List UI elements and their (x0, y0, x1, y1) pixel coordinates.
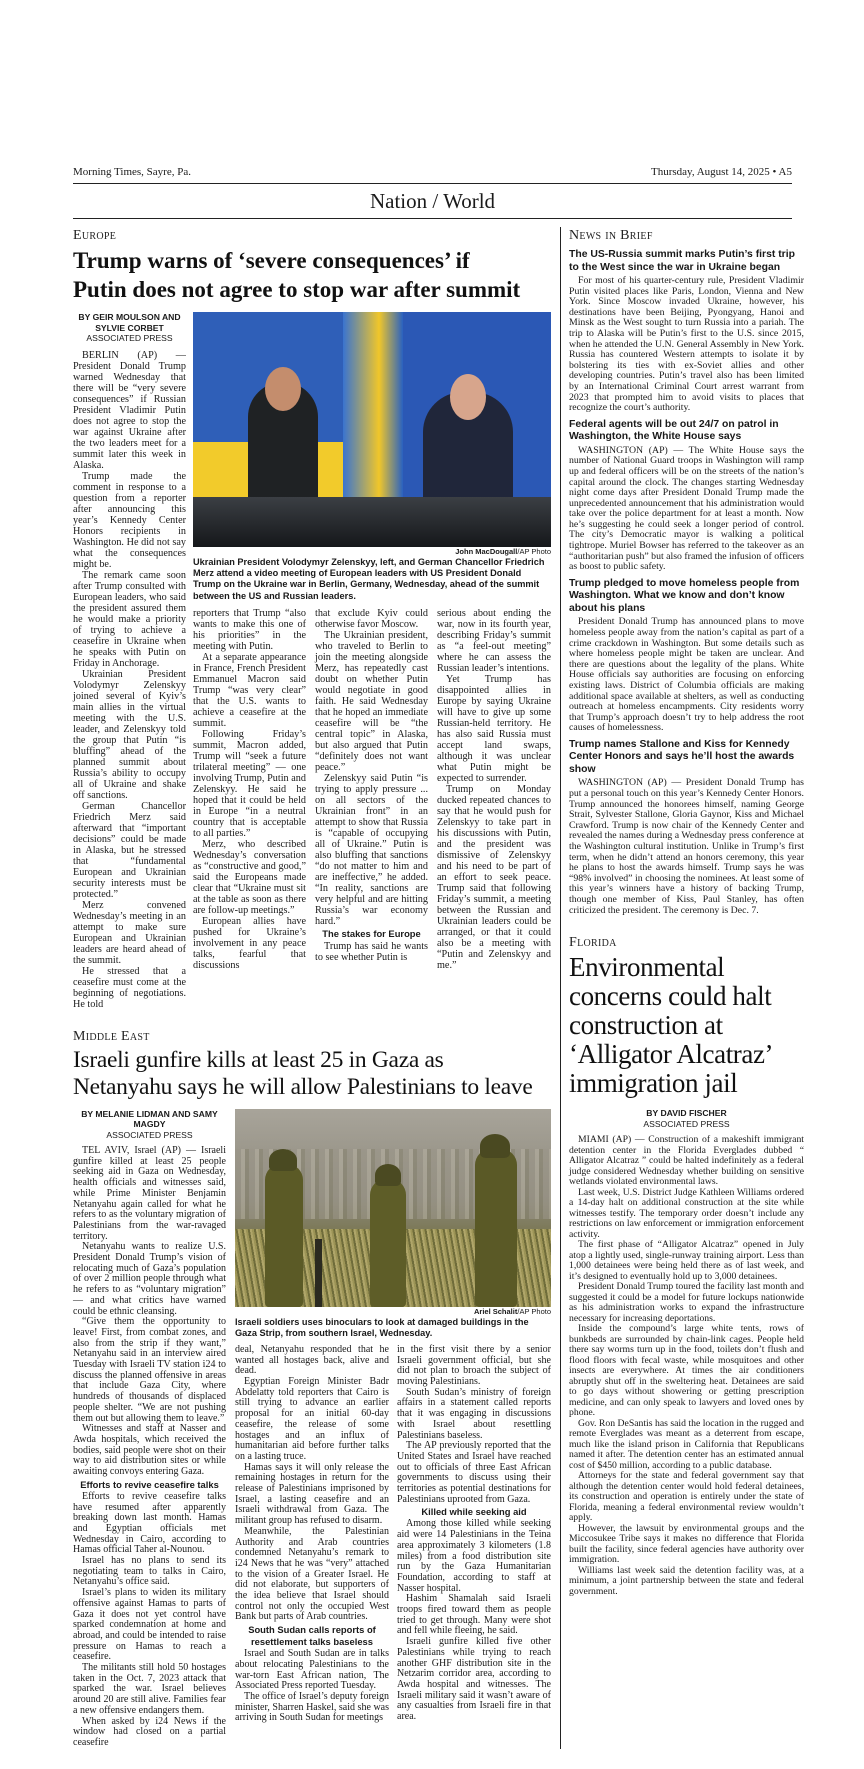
mideast-kicker: Middle East (73, 1028, 150, 1044)
brief-item (569, 578, 804, 734)
soldier (370, 1179, 406, 1307)
subhead: South Sudan calls reports of resettlement talks baseless (248, 1624, 376, 1648)
soldier (265, 1164, 303, 1307)
europe-photo-caption: Ukrainian President Volodymyr Zelenskyy, left, and German Chancellor Friedrich Merz attend a video meeting of European leaders with US President Donald Trump on the Ukraine war in Berlin, Germany, Wednesday, ahead of the summit between the US and Russian leaders. (193, 557, 545, 601)
mideast-right-block (235, 1109, 551, 1725)
paragraph: deal, Netanyahu responded that he wanted all hostages back, alive and dead. (235, 1343, 389, 1377)
credit-agency: /AP Photo (517, 547, 551, 556)
credit-name: Ariel Schalit (474, 1306, 518, 1316)
paragraph: Gov. Ron DeSantis has said the location in the rugged and remote Everglades was meant as a deterrent from escape, much like the island prison in California that Republicans named it after. The detention center has an estimated annual cost of $450 million, according to a public database. (569, 1417, 804, 1471)
brief-body: WASHINGTON (AP) — The White House says the number of National Guard troops in Washington will ramp up and federal officers will be on the streets of the nation’s capital around the clock. The changes starting Wednesday night come days after President Donald Trump made the unprecedented announcement that his administration would take over the police department for at least a month. Now he’s suggesting he could seek a longer period of control. The city’s Democratic mayor is walking a political tightrope. Muriel Bowser has referred to the takeover as an “authoritarian push” but also framed the infusion of officers as boost to public safety. (569, 444, 804, 573)
paragraph: Last week, U.S. District Judge Kathleen Williams ordered a 14-day halt on additional construction at the site while witnesses testify. The temporary order doesn’t include any restrictions on law enforcement or immigration enforcement activity. (569, 1186, 804, 1240)
paragraph: Merz convened Wednesday’s meeting in an attempt to make sure European and Ukrainian leaders are heard ahead of the summit. (73, 899, 186, 966)
brief-headline: The US-Russia summit marks Putin’s first trip to the West since the war in Ukraine began (569, 249, 795, 273)
paragraph: The AP previously reported that the United States and Israel have reached out to officials of three East African governments to discuss using their territories as potential destinations for Palestinians uprooted from Gaza. (397, 1440, 551, 1505)
byline-author: BY MELANIE LIDMAN AND SAMY MAGDY (81, 1108, 218, 1129)
paragraph: The remark came soon after Trump consulted with European leaders, who said the president assured them he would make a priority of trying to achieve a ceasefire in Ukraine when he speaks with Putin on Friday in Anchorage. (73, 569, 186, 669)
paragraph: Israel has no plans to send its negotiating team to talks in Cairo, Netanyahu’s office said. (73, 1555, 226, 1588)
europe-photo-credit (193, 547, 551, 557)
headline-line: Trump warns of ‘severe consequences’ if (73, 248, 470, 273)
paragraph: The militants still hold 50 hostages taken in the Oct. 7, 2023 attack that sparked the war. Israel believes around 20 are still alive. Families fear a new offensive endangers them. (73, 1662, 226, 1716)
paragraph: South Sudan’s ministry of foreign affairs in a statement called reports that it was engaging in discussions with Israel about resettling Palestinians baseless. (397, 1386, 551, 1441)
brief-item (569, 419, 804, 573)
subhead: Efforts to revive ceasefire talks (80, 1478, 219, 1490)
paragraph: Israeli gunfire killed five other Palestinians while trying to reach another GHF distribution site in the Netzarim corridor area, according to Awda hospital and witnesses. The Israeli military said it wasn’t aware of any casualties from Israeli fire in that area. (397, 1636, 551, 1723)
europe-headline (73, 246, 551, 304)
person-head (450, 374, 486, 420)
table (193, 497, 551, 547)
headline-line: Putin does not agree to stop war after summit (73, 277, 521, 302)
europe-story (73, 227, 551, 1010)
florida-story (569, 934, 804, 1597)
post (315, 1239, 322, 1307)
paragraph: Inside the compound’s large white tents, rows of bunkbeds are surrounded by chain-link cages. People held there say worms turn up in the food, toilets don’t flush and flood floors with fecal waste, while mosquitoes and other insects are everywhere. At times the air conditioners abruptly shut off in the sweltering heat. Detainees are said to go days without showering or getting prescription medicine, and can only speak to lawyers and loved ones by phone. (569, 1323, 804, 1419)
mideast-column-3 (397, 1345, 551, 1723)
paragraph: Yet Trump has disappointed allies in Europe by saying Ukraine will have to give up some Russian-held territory. He has also said Russia must accept land swaps, although it was unclear what Putin might be expected to surrender. (437, 673, 551, 784)
page-number: A5 (778, 166, 792, 178)
paragraph: European allies have pushed for Ukraine’s involvement in any peace talks, fearful that discussions (193, 915, 306, 971)
brief-body: For most of his quarter-century rule, President Vladimir Putin visited places like Paris, London, Vienna and New York. Since Moscow invaded Ukraine, however, his destinations have been Beijing, Pyongyang, Hanoi and Minsk as the West sought to turn Russia into a pariah. The trip to Alaska will be Putin’s first to the U.S. since 2015, when he attended the U.N. General Assembly in New York. Russia has countered Western attempts to isolate it by bolstering its ties with ex-Soviet allies and other developing countries. Putin’s travel also has been limited by an International Criminal Court arrest warrant from 2023 that prompted him to avoid visits to places that recognize the court’s authority. (569, 275, 804, 414)
bullet: • (772, 166, 777, 178)
news-in-brief (569, 227, 804, 916)
europe-right-block (193, 312, 551, 971)
soldier-helmet (375, 1164, 401, 1186)
europe-column-1 (73, 350, 186, 1010)
page-folio (651, 165, 792, 179)
paragraph: serious about ending the war, now in its fourth year, describing Friday’s summit as “a feel-out meeting” where he can assess the Russian leader’s intentions. (437, 607, 551, 674)
paragraph: Ukrainian President Volodymyr Zelenskyy joined several of Kyiv’s main allies in the virtual meeting with the U.S. leader, and Zelenskyy told the group that Putin “is bluffing” ahead of the planned summit about Russia’s ability to occupy all of Ukraine and shake off sanctions. (73, 668, 186, 801)
florida-headline: Environmental concerns could halt construction at ‘Alligator Alcatraz’ immigration jail (569, 952, 772, 1099)
paragraph: Hashim Shamalah said Israeli troops fired toward them as people tried to get through. Many were shot and fell while fleeing, he said. (397, 1593, 551, 1637)
brief-body: President Donald Trump has announced plans to move homeless people away from the nation’s capital as part of a crime crackdown in Washington. But some details such as where homeless people might be taken are unclear. And there are questions about the legality of the plans. White House officials say authorities are focusing on enforcing existing laws. District of Columbia officials are making additional space available at shelters, as well as conducting outreach at homeless encampments. City residents worry that Trump’s approach doesn’t try to help address the root causes of homelessness. (569, 616, 804, 734)
brief-item (569, 249, 804, 414)
paragraph: Israel’s plans to widen its military offensive against Hamas to parts of Gaza it does not yet control have sparked condemnation at home and abroad, and could be intended to raise pressure on Hamas to reach a ceasefire. (73, 1587, 226, 1663)
mideast-story (73, 1028, 551, 1749)
paragraph: Efforts to revive ceasefire talks have resumed after apparently breaking down last month. Hamas and Egyptian officials met Wednesday in Cairo, according to Hamas official Taher al-Nounou. (73, 1490, 226, 1556)
paragraph: “Give them the opportunity to leave! First, from combat zones, and also from the strip if they want,” Netanyahu said in an interview aired Tuesday with Israeli TV station i24 to discuss the planned offensive in areas that include Gaza City, where hundreds of thousands of displaced people shelter. “We are not pushing them out but allowing them to leave.” (73, 1316, 226, 1424)
paragraph: Among those killed while seeking aid were 14 Palestinians in the Teina area approximately 3 kilometers (1.8 miles) from a food distribution site run by the Gaza Humanitarian Foundation, according to staff at Nasser hospital. (397, 1518, 551, 1594)
paragraph: At a separate appearance in France, French President Emmanuel Macron said Trump “was very clear” that the U.S. wants to achieve a ceasefire at the summit. (193, 651, 306, 729)
person-head (265, 367, 301, 411)
subhead: Killed while seeking aid (421, 1506, 527, 1518)
paragraph: Trump has said he wants to see whether Putin is (315, 940, 428, 963)
paragraph: Merz, who described Wednesday’s conversation as “constructive and good,” said the Europeans made clear that “Ukraine must sit at the table as soon as there are follow-up meetings.” (193, 838, 306, 916)
paragraph: Trump made the comment in response to a question from a reporter after announcing this year’s Kennedy Center Honors recipients in Washington. He did not say what the consequences might be. (73, 470, 186, 570)
brief-list (569, 249, 804, 916)
credit-name: John MacDougall (455, 547, 518, 556)
brief-headline: Trump names Stallone and Kiss for Kennedy Center Honors and says he’ll host the awards show (569, 738, 795, 775)
brief-headline: Trump pledged to move homeless people from Washington. What we know and don’t know about his plans (569, 577, 800, 614)
paragraph: The first phase of “Alligator Alcatraz” opened in July atop a lightly used, single-runway training airport. Less than 1,000 detainees were being held there as of last week, and it’s designed to eventually hold up to 3,000 detainees. (569, 1239, 804, 1282)
paragraph: Hamas says it will only release the remaining hostages in return for the release of Palestinians imprisoned by Israel, a lasting ceasefire and an Israeli withdrawal from Gaza. The militant group has refused to disarm. (235, 1461, 389, 1527)
soldier-helmet (269, 1149, 297, 1171)
soldier-helmet (480, 1134, 510, 1158)
paragraph: Trump on Monday ducked repeated chances to say that he would push for Zelenskyy to take part in his discussions with Putin, and the president was dismissive of Zelenskyy and his need to be part of an effort to seek peace. Trump said that following Friday’s summit, a meeting between the Russian and Ukrainian leaders could be arranged, or that it could also be a meeting with “Putin and Zelenskyy and me.” (437, 783, 551, 971)
paragraph: Meanwhile, the Palestinian Authority and Arab countries condemned Netanyahu’s remark to i24 News that he was “very” attached to the vision of a Greater Israel. He did not elaborate, but supporters of the idea believe that Israel should control not only the occupied West Bank but parts of Arab countries. (235, 1525, 389, 1623)
paragraph: Netanyahu wants to realize U.S. President Donald Trump’s vision of relocating much of Gaza’s population of over 2 million people through what he refers to as “voluntary migration” — and what critics have warned could be ethnic cleansing. (73, 1241, 226, 1317)
paragraph: Zelenskyy said Putin “is trying to apply pressure ... on all sectors of the Ukrainian front” in an attempt to show that Russia is “capable of occupying all of Ukraine.” Putin is also bluffing that sanctions “do not matter to him and are ineffective,” he added. “In reality, sanctions are very helpful and are hitting Russia’s war economy hard.” (315, 772, 428, 927)
byline-agency: ASSOCIATED PRESS (106, 1129, 193, 1140)
masthead (73, 0, 792, 219)
main-column (73, 227, 551, 1749)
mideast-byline (73, 1109, 226, 1141)
florida-body (569, 1135, 804, 1597)
mideast-left-column (73, 1109, 226, 1749)
paragraph: German Chancellor Friedrich Merz said afterward that “important decisions” could be made in Alaska, but he stressed that “fundamental European and Ukrainian security interests must be protected.” (73, 800, 186, 900)
byline-agency: ASSOCIATED PRESS (86, 333, 173, 343)
gaza-photo (235, 1109, 551, 1307)
mideast-column-1 (73, 1146, 226, 1749)
paragraph: Following Friday’s summit, Macron added, Trump will “seek a future trilateral meeting” — one involving Trump, Putin and Zelenskyy. He said he hoped that it could be held in Europe “in a neutral country that is acceptable to all parties.” (193, 728, 306, 839)
issue-date: Thursday, August 14, 2025 (651, 166, 770, 178)
europe-column-2 (193, 608, 306, 971)
paragraph: Williams last week said the detention facility was, at a minimum, a joint partnership between the state and federal government. (569, 1564, 804, 1597)
europe-column-4 (437, 608, 551, 971)
headline-line: Netanyahu says he will allow Palestinians to leave (73, 1073, 533, 1100)
byline-author: BY GEIR MOULSON AND SYLVIE CORBET (78, 312, 181, 333)
paragraph: President Donald Trump toured the facility last month and suggested it could be a model for future lockups nationwide as his administration works to expand the infrastructure necessary for increasing deportations. (569, 1281, 805, 1324)
paragraph: BERLIN (AP) — President Donald Trump warned Wednesday that there will be “very severe consequences” if Russian President Vladimir Putin does not agree to stop the war against Ukraine after the two leaders meet for a summit later this week in Alaska. (73, 349, 186, 471)
mideast-headline (73, 1047, 551, 1101)
flag-fold (343, 312, 403, 497)
credit-agency: /AP Photo (517, 1306, 551, 1316)
soldier (475, 1149, 517, 1307)
europe-byline (73, 312, 186, 344)
paragraph: When asked by i24 News if the window had closed on a partial ceasefire (73, 1715, 226, 1748)
paragraph: Witnesses and staff at Nasser and Awda hospitals, which received the bodies, said people were shot on their way to aid distribution sites or while awaiting convoys entering Gaza. (73, 1423, 226, 1478)
folio-row (73, 165, 792, 184)
paper-name: Morning Times, Sayre, Pa. (73, 166, 191, 178)
florida-kicker: Florida (569, 935, 617, 951)
mideast-column-2 (235, 1345, 389, 1724)
paragraph: MIAMI (AP) — Construction of a makeshift immigrant detention center in the Florida Everglades dubbed “ Alligator Alcatraz ” could be halted indefinitely as a federal judge considered Wednesday whether building on sensitive wetlands violated environmental laws. (569, 1134, 804, 1188)
europe-photo (193, 312, 551, 547)
brief-headline: Federal agents will be out 24/7 on patrol in Washington, the White House says (569, 418, 779, 443)
paragraph: The office of Israel’s deputy foreign minister, Sharren Haskel, said she was arriving in South Sudan for meetings (235, 1691, 389, 1724)
paragraph: The Ukrainian president, who traveled to Berlin to join the meeting alongside Merz, has repeatedly cast doubt on whether Putin would negotiate in good faith. He said Wednesday that he hoped an immediate ceasefire will be “the central topic” in Alaska, but also argued that Putin “definitely does not want peace.” (315, 629, 428, 773)
paragraph: Israel and South Sudan are in talks about relocating Palestinians to the war-torn East African nation, The Associated Press reported Tuesday. (235, 1648, 389, 1692)
paragraph: TEL AVIV, Israel (AP) — Israeli gunfire killed at least 25 people seeking aid in Gaza on Wednesday, health officials and witnesses said, while Prime Minister Benjamin Netanyahu again called for what he refers to as the voluntary migration of Palestinians from the war-ravaged territory. (73, 1145, 226, 1242)
paragraph: However, the lawsuit by environmental groups and the Miccosukee Tribe says it makes no difference that Florida built the facility, since federal agencies have authority over immigration. (569, 1522, 804, 1566)
mideast-photo-caption: Israeli soldiers uses binoculars to look at damaged buildings in the Gaza Strip, from southern Israel, Wednesday. (235, 1316, 529, 1338)
mideast-photo-credit (235, 1307, 551, 1317)
brief-body: WASHINGTON (AP) — President Donald Trump has put a personal touch on this year’s Kennedy Center Honors. Trump announced the honorees himself, naming George Strait, Sylvester Stallone, Gloria Gaynor, Kiss and Michael Crawford. Trump is now chair of the Kennedy Center and revealed the names during a Wednesday press conference at the Washington cultural institution. Unlike in Trump’s first term, when he didn’t attend an honors ceremony, this year he plans to host the awards himself. Trump says he was “98% involved” in choosing the nominees. At least some of this year’s winners have a history of backing Trump, though one member of Kiss, Paul Stanley, has often criticized the president. The ceremony is Dec. 7. (569, 777, 804, 916)
paragraph: that exclude Kyiv could otherwise favor Moscow. (315, 607, 428, 630)
side-column (560, 227, 804, 1749)
paragraph: Attorneys for the state and federal government say that although the detention center would hold federal detainees, its construction and operation is entirely under the state of Florida, meaning a federal environmental review wouldn’t apply. (569, 1470, 804, 1524)
subhead: The stakes for Europe (322, 927, 421, 939)
paragraph: in the first visit there by a senior Israeli government official, but she did not plan to broach the subject of moving Palestinians. (397, 1343, 551, 1388)
briefs-kicker: News in Brief (569, 228, 653, 243)
europe-kicker: Europe (73, 228, 117, 243)
page-body (73, 227, 805, 1769)
byline-agency: ASSOCIATED PRESS (643, 1118, 730, 1129)
brief-item (569, 739, 804, 916)
europe-column-3 (315, 608, 428, 963)
paragraph: Egyptian Foreign Minister Badr Abdelatty told reporters that Cairo is still trying to advance an earlier proposal for an initial 60-day ceasefire, the release of some hostages and an influx of humanitarian aid before further talks on a lasting truce. (235, 1376, 389, 1462)
europe-left-column (73, 312, 186, 1010)
florida-byline (569, 1108, 804, 1129)
paragraph: He stressed that a ceasefire must come at the beginning of negotiations. He told (73, 965, 186, 1010)
section-title: Nation / World (73, 184, 792, 219)
headline-line: Israeli gunfire kills at least 25 in Gaza as (73, 1046, 444, 1073)
byline-author: BY DAVID FISCHER (646, 1108, 727, 1119)
paragraph: reporters that Trump “also wants to make this one of his priorities” in the meeting with Putin. (193, 607, 306, 652)
